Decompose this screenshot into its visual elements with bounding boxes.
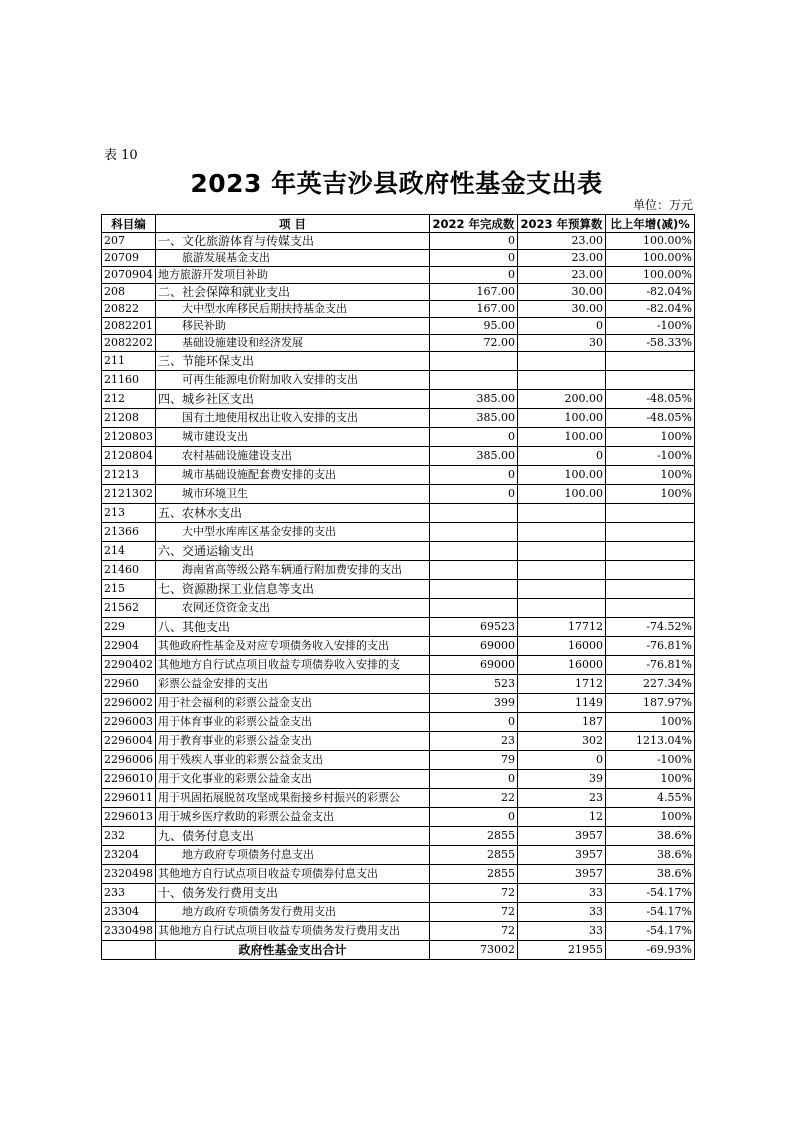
row-item: 用于文化事业的彩票公益金支出 xyxy=(156,770,430,789)
table-row xyxy=(102,561,695,580)
row-2023-value: 23.00 xyxy=(518,250,606,267)
header-2023: 2023 年预算数 xyxy=(518,215,606,233)
row-item: 地方政府专项债务发行费用支出 xyxy=(156,903,430,922)
row-2022-value: 72 xyxy=(430,922,518,941)
row-code: 2296004 xyxy=(102,732,156,751)
row-change-pct xyxy=(606,580,695,599)
row-change-pct: 4.55% xyxy=(606,789,695,808)
row-2023-value: 33 xyxy=(518,903,606,922)
row-2023-value: 23 xyxy=(518,789,606,808)
row-2023-value xyxy=(518,561,606,580)
row-2023-value: 187 xyxy=(518,713,606,732)
table-row xyxy=(102,656,695,675)
row-2023-value: 39 xyxy=(518,770,606,789)
row-2022-value: 0 xyxy=(430,250,518,267)
row-2023-value: 3957 xyxy=(518,846,606,865)
row-2022-value: 0 xyxy=(430,466,518,485)
row-code: 2320498 xyxy=(102,865,156,884)
row-change-pct: 38.6% xyxy=(606,846,695,865)
row-2022-value: 0 xyxy=(430,233,518,250)
row-code: 21160 xyxy=(102,371,156,390)
row-2022-value: 2855 xyxy=(430,846,518,865)
row-change-pct: 100% xyxy=(606,485,695,504)
row-2023-value xyxy=(518,371,606,390)
row-code: 21213 xyxy=(102,466,156,485)
row-2022-value xyxy=(430,504,518,523)
row-change-pct: -74.52% xyxy=(606,618,695,637)
row-code: 232 xyxy=(102,827,156,846)
row-item: 旅游发展基金支出 xyxy=(156,250,430,267)
table-row xyxy=(102,713,695,732)
row-2023-value: 200.00 xyxy=(518,390,606,409)
row-item: 大中型水库移民后期扶持基金支出 xyxy=(156,301,430,318)
row-item: 城市建设支出 xyxy=(156,428,430,447)
table-number-label: 表 10 xyxy=(104,148,138,163)
row-change-pct: 100.00% xyxy=(606,233,695,250)
row-2022-value xyxy=(430,561,518,580)
row-code: 233 xyxy=(102,884,156,903)
row-change-pct: -100% xyxy=(606,318,695,335)
row-2023-value xyxy=(518,599,606,618)
header-code: 科目编 xyxy=(102,215,156,233)
table-row xyxy=(102,884,695,903)
row-code: 21208 xyxy=(102,409,156,428)
row-change-pct: -76.81% xyxy=(606,656,695,675)
row-2022-value: 0 xyxy=(430,808,518,827)
row-2022-value: 523 xyxy=(430,675,518,694)
row-item: 地方旅游开发项目补助 xyxy=(156,267,430,284)
table-row xyxy=(102,770,695,789)
row-2022-value: 2855 xyxy=(430,827,518,846)
row-item: 九、债务付息支出 xyxy=(156,827,430,846)
row-2023-value: 23.00 xyxy=(518,267,606,284)
row-code: 2296010 xyxy=(102,770,156,789)
row-2022-value: 79 xyxy=(430,751,518,770)
row-code: 23204 xyxy=(102,846,156,865)
row-item: 农村基础设施建设支出 xyxy=(156,447,430,466)
row-code: 207 xyxy=(102,233,156,250)
row-2023-value: 33 xyxy=(518,884,606,903)
row-2022-value xyxy=(430,523,518,542)
row-change-pct: 187.97% xyxy=(606,694,695,713)
row-2022-value: 72 xyxy=(430,884,518,903)
row-code: 20709 xyxy=(102,250,156,267)
row-2022-value: 0 xyxy=(430,428,518,447)
row-2022-value: 167.00 xyxy=(430,301,518,318)
row-item: 七、资源勘探工业信息等支出 xyxy=(156,580,430,599)
total-change: -69.93% xyxy=(606,941,695,960)
row-2022-value: 2855 xyxy=(430,865,518,884)
row-code: 2296002 xyxy=(102,694,156,713)
row-item: 用于残疾人事业的彩票公益金支出 xyxy=(156,751,430,770)
row-item: 用于教育事业的彩票公益金支出 xyxy=(156,732,430,751)
row-2023-value: 30.00 xyxy=(518,284,606,301)
row-item: 大中型水库库区基金安排的支出 xyxy=(156,523,430,542)
row-change-pct: -54.17% xyxy=(606,903,695,922)
row-item: 城市基础设施配套费安排的支出 xyxy=(156,466,430,485)
row-2023-value: 0 xyxy=(518,447,606,466)
row-2022-value: 72 xyxy=(430,903,518,922)
row-code: 22960 xyxy=(102,675,156,694)
row-2022-value xyxy=(430,542,518,561)
row-2022-value: 0 xyxy=(430,770,518,789)
row-code: 2082202 xyxy=(102,335,156,352)
row-2023-value: 1712 xyxy=(518,675,606,694)
row-2023-value xyxy=(518,504,606,523)
table-row xyxy=(102,599,695,618)
expenditure-table xyxy=(101,214,695,960)
row-2023-value: 100.00 xyxy=(518,485,606,504)
header-2022: 2022 年完成数 xyxy=(430,215,518,233)
row-item: 用于社会福利的彩票公益金支出 xyxy=(156,694,430,713)
row-2022-value: 399 xyxy=(430,694,518,713)
row-item: 城市环境卫生 xyxy=(156,485,430,504)
row-code: 2296013 xyxy=(102,808,156,827)
row-change-pct: -48.05% xyxy=(606,409,695,428)
table-row xyxy=(102,808,695,827)
row-2023-value: 0 xyxy=(518,751,606,770)
table-row xyxy=(102,865,695,884)
document-title: 2023 年英吉沙县政府性基金支出表 xyxy=(190,169,603,198)
row-2023-value: 30 xyxy=(518,335,606,352)
table-row xyxy=(102,485,695,504)
table-row xyxy=(102,233,695,250)
row-2022-value: 23 xyxy=(430,732,518,751)
row-2023-value xyxy=(518,352,606,371)
row-code: 20822 xyxy=(102,301,156,318)
table-row xyxy=(102,903,695,922)
table-row xyxy=(102,371,695,390)
table-row xyxy=(102,732,695,751)
row-2022-value xyxy=(430,599,518,618)
row-2022-value xyxy=(430,371,518,390)
table-row xyxy=(102,250,695,267)
row-item: 用于巩固拓展脱贫攻坚成果衔接乡村振兴的彩票公 xyxy=(156,789,430,808)
row-item: 其他政府性基金及对应专项债务收入安排的支出 xyxy=(156,637,430,656)
table-row xyxy=(102,466,695,485)
row-change-pct: -54.17% xyxy=(606,922,695,941)
row-item: 农网还贷资金支出 xyxy=(156,599,430,618)
row-2023-value: 3957 xyxy=(518,827,606,846)
total-2023: 21955 xyxy=(518,941,606,960)
row-2022-value: 167.00 xyxy=(430,284,518,301)
row-code: 214 xyxy=(102,542,156,561)
row-2023-value: 100.00 xyxy=(518,428,606,447)
table-row xyxy=(102,618,695,637)
row-code: 2330498 xyxy=(102,922,156,941)
row-code: 215 xyxy=(102,580,156,599)
row-2023-value: 302 xyxy=(518,732,606,751)
table-row xyxy=(102,542,695,561)
table-row xyxy=(102,922,695,941)
row-change-pct: 100% xyxy=(606,770,695,789)
table-row xyxy=(102,523,695,542)
table-row xyxy=(102,694,695,713)
row-code: 213 xyxy=(102,504,156,523)
row-change-pct xyxy=(606,352,695,371)
row-change-pct: 100% xyxy=(606,428,695,447)
row-change-pct: -100% xyxy=(606,751,695,770)
table-row xyxy=(102,447,695,466)
row-item: 海南省高等级公路车辆通行附加费安排的支出 xyxy=(156,561,430,580)
row-change-pct: 38.6% xyxy=(606,827,695,846)
row-item: 三、节能环保支出 xyxy=(156,352,430,371)
row-2023-value: 0 xyxy=(518,318,606,335)
row-2023-value xyxy=(518,542,606,561)
row-2023-value: 33 xyxy=(518,922,606,941)
row-code: 2296011 xyxy=(102,789,156,808)
row-item: 用于体育事业的彩票公益金支出 xyxy=(156,713,430,732)
table-row xyxy=(102,675,695,694)
row-2023-value xyxy=(518,580,606,599)
total-2022: 73002 xyxy=(430,941,518,960)
table-header-row xyxy=(102,215,695,233)
row-item: 其他地方自行试点项目收益专项债券付息支出 xyxy=(156,865,430,884)
row-2023-value: 17712 xyxy=(518,618,606,637)
row-code: 22904 xyxy=(102,637,156,656)
row-2023-value: 16000 xyxy=(518,637,606,656)
row-code: 2070904 xyxy=(102,267,156,284)
table-row xyxy=(102,352,695,371)
table-row xyxy=(102,301,695,318)
row-2023-value: 1149 xyxy=(518,694,606,713)
row-code: 2082201 xyxy=(102,318,156,335)
row-2022-value: 72.00 xyxy=(430,335,518,352)
row-change-pct: -82.04% xyxy=(606,284,695,301)
unit-label: 单位：万元 xyxy=(632,198,693,212)
row-code: 208 xyxy=(102,284,156,301)
row-code: 2296006 xyxy=(102,751,156,770)
row-change-pct: -82.04% xyxy=(606,301,695,318)
row-change-pct: 100.00% xyxy=(606,267,695,284)
table-row xyxy=(102,335,695,352)
row-2022-value: 69000 xyxy=(430,637,518,656)
row-change-pct: -100% xyxy=(606,447,695,466)
row-change-pct: 100% xyxy=(606,808,695,827)
table-row xyxy=(102,318,695,335)
row-code: 2290402 xyxy=(102,656,156,675)
row-2023-value: 23.00 xyxy=(518,233,606,250)
row-2022-value: 0 xyxy=(430,713,518,732)
row-2023-value: 100.00 xyxy=(518,409,606,428)
row-2022-value: 22 xyxy=(430,789,518,808)
row-2022-value: 385.00 xyxy=(430,447,518,466)
row-2022-value xyxy=(430,580,518,599)
row-2022-value: 385.00 xyxy=(430,409,518,428)
row-change-pct: -58.33% xyxy=(606,335,695,352)
row-code: 212 xyxy=(102,390,156,409)
row-item: 基础设施建设和经济发展 xyxy=(156,335,430,352)
table-row xyxy=(102,409,695,428)
row-2022-value: 0 xyxy=(430,267,518,284)
table-row xyxy=(102,846,695,865)
row-change-pct xyxy=(606,561,695,580)
row-2023-value xyxy=(518,523,606,542)
table-row xyxy=(102,580,695,599)
row-2023-value: 100.00 xyxy=(518,466,606,485)
table-row xyxy=(102,428,695,447)
row-code: 21460 xyxy=(102,561,156,580)
row-code: 2120803 xyxy=(102,428,156,447)
row-code: 23304 xyxy=(102,903,156,922)
row-change-pct: -76.81% xyxy=(606,637,695,656)
row-2023-value: 12 xyxy=(518,808,606,827)
total-code-cell xyxy=(102,941,156,960)
row-item: 二、社会保障和就业支出 xyxy=(156,284,430,301)
row-item: 一、文化旅游体育与传媒支出 xyxy=(156,233,430,250)
row-change-pct xyxy=(606,542,695,561)
row-code: 2296003 xyxy=(102,713,156,732)
row-code: 21562 xyxy=(102,599,156,618)
row-change-pct xyxy=(606,504,695,523)
row-change-pct: 1213.04% xyxy=(606,732,695,751)
table-row xyxy=(102,504,695,523)
row-change-pct: 100% xyxy=(606,713,695,732)
table-row xyxy=(102,267,695,284)
row-2022-value: 0 xyxy=(430,485,518,504)
row-code: 211 xyxy=(102,352,156,371)
row-item: 移民补助 xyxy=(156,318,430,335)
row-2022-value: 69000 xyxy=(430,656,518,675)
row-change-pct xyxy=(606,371,695,390)
row-change-pct: -48.05% xyxy=(606,390,695,409)
row-change-pct: -54.17% xyxy=(606,884,695,903)
row-change-pct xyxy=(606,523,695,542)
row-2022-value xyxy=(430,352,518,371)
row-item: 可再生能源电价附加收入安排的支出 xyxy=(156,371,430,390)
row-change-pct: 100% xyxy=(606,466,695,485)
row-item: 十、债务发行费用支出 xyxy=(156,884,430,903)
row-item: 其他地方自行试点项目收益专项债务发行费用支出 xyxy=(156,922,430,941)
row-change-pct: 100.00% xyxy=(606,250,695,267)
row-code: 229 xyxy=(102,618,156,637)
total-row xyxy=(102,941,695,960)
row-item: 国有土地使用权出让收入安排的支出 xyxy=(156,409,430,428)
row-change-pct: 38.6% xyxy=(606,865,695,884)
row-item: 其他地方自行试点项目收益专项债券收入安排的支 xyxy=(156,656,430,675)
row-item: 彩票公益金安排的支出 xyxy=(156,675,430,694)
row-2023-value: 16000 xyxy=(518,656,606,675)
row-item: 用于城乡医疗救助的彩票公益金支出 xyxy=(156,808,430,827)
table-row xyxy=(102,284,695,301)
row-item: 四、城乡社区支出 xyxy=(156,390,430,409)
row-item: 八、其他支出 xyxy=(156,618,430,637)
row-2023-value: 3957 xyxy=(518,865,606,884)
row-item: 五、农林水支出 xyxy=(156,504,430,523)
row-change-pct xyxy=(606,599,695,618)
row-2022-value: 95.00 xyxy=(430,318,518,335)
row-change-pct: 227.34% xyxy=(606,675,695,694)
table-row xyxy=(102,751,695,770)
row-2022-value: 385.00 xyxy=(430,390,518,409)
header-item: 项 目 xyxy=(156,215,430,233)
table-row xyxy=(102,390,695,409)
row-code: 2120804 xyxy=(102,447,156,466)
row-item: 六、交通运输支出 xyxy=(156,542,430,561)
total-label: 政府性基金支出合计 xyxy=(156,941,430,960)
row-item: 地方政府专项债务付息支出 xyxy=(156,846,430,865)
header-change: 比上年增(减)% xyxy=(606,215,695,233)
table-row xyxy=(102,637,695,656)
row-code: 21366 xyxy=(102,523,156,542)
table-row xyxy=(102,827,695,846)
row-code: 2121302 xyxy=(102,485,156,504)
row-2023-value: 30.00 xyxy=(518,301,606,318)
table-row xyxy=(102,789,695,808)
row-2022-value: 69523 xyxy=(430,618,518,637)
